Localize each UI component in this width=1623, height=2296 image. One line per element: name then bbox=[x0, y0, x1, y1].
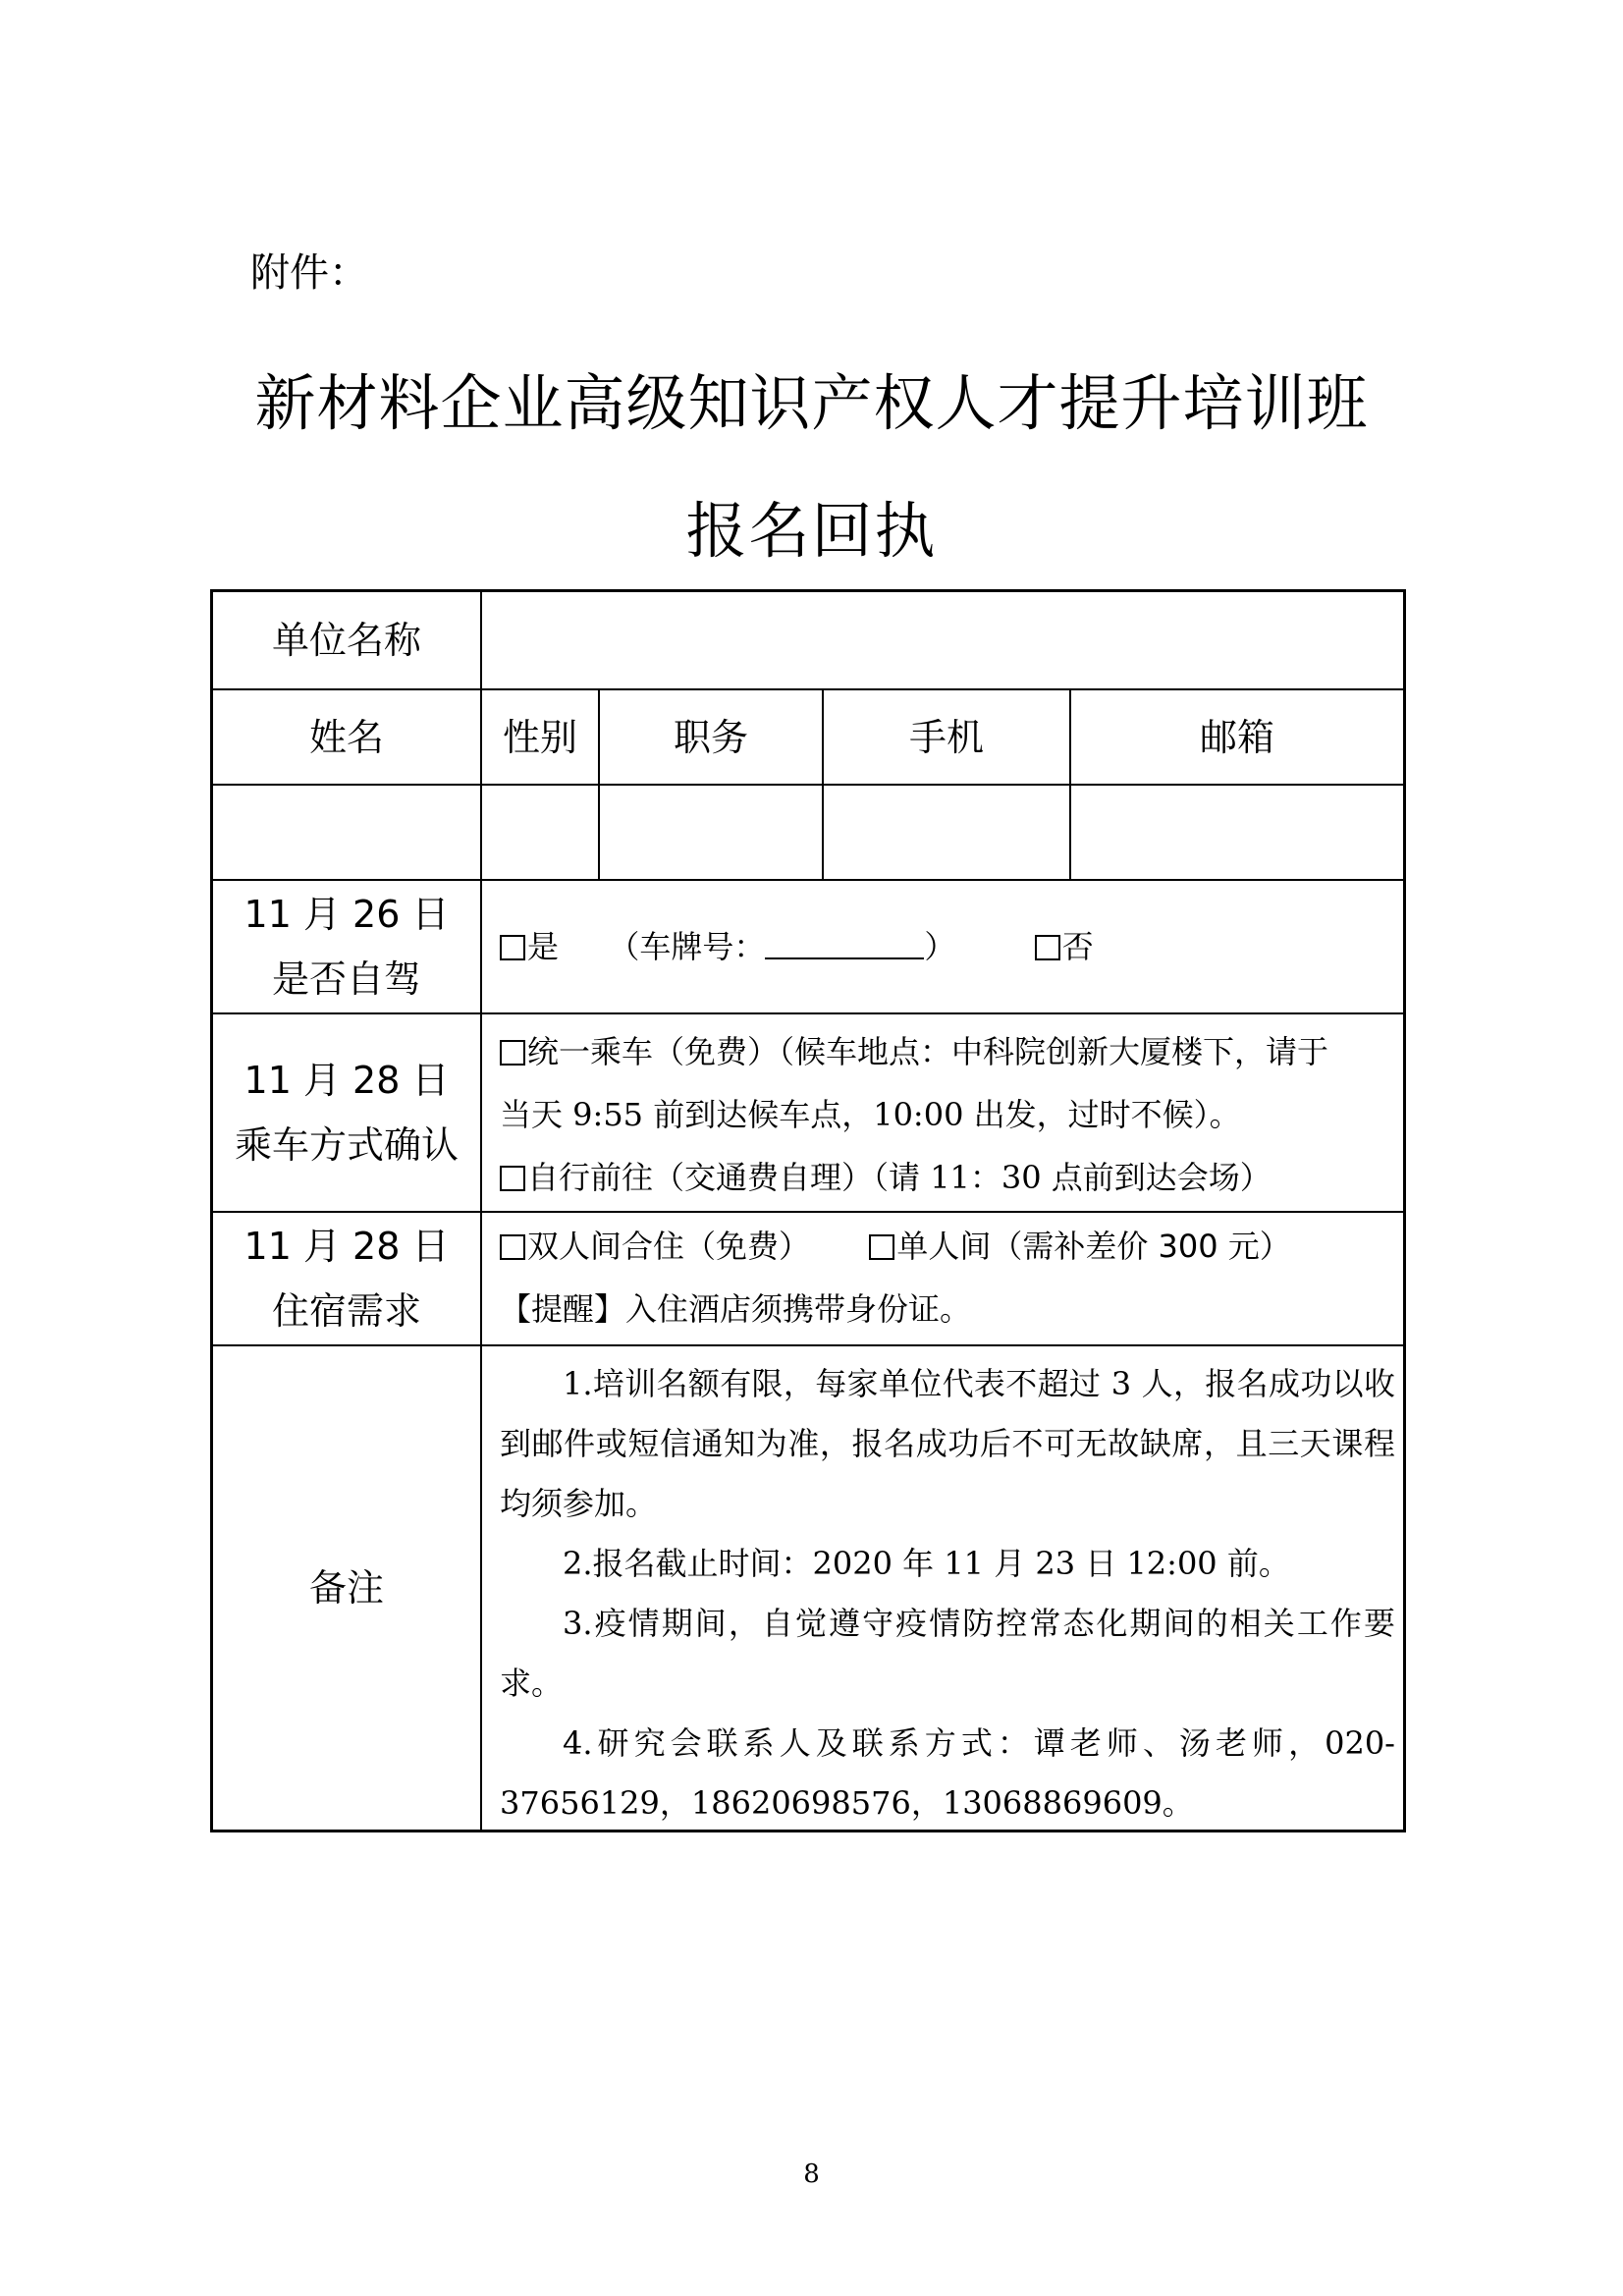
self-drive-label bbox=[213, 881, 480, 1012]
notes-content bbox=[500, 1354, 1395, 1826]
self-travel-detail: （请 11：30 点前到达会场） bbox=[873, 1159, 1271, 1196]
self-drive-question: 是否自驾 bbox=[271, 957, 421, 1001]
phone-field[interactable] bbox=[824, 786, 1069, 879]
email-field[interactable] bbox=[1071, 786, 1403, 879]
self-travel-label: 自行前往（交通费自理） bbox=[527, 1159, 874, 1196]
document-subtitle: 报名回执 bbox=[685, 495, 938, 567]
gender-column-header: 性别 bbox=[502, 715, 577, 759]
name-column-header: 姓名 bbox=[308, 715, 384, 759]
page-number: 8 bbox=[803, 2159, 820, 2189]
email-column-header: 邮箱 bbox=[1199, 715, 1274, 759]
notes-label: 备注 bbox=[308, 1566, 384, 1610]
unified-bus-label: 统一乘车（免费） bbox=[527, 1033, 780, 1070]
lodging-options bbox=[500, 1215, 1393, 1342]
note-2: 2.报名截止时间：2020 年 11 月 23 日 12:00 前。 bbox=[563, 1545, 1290, 1582]
plate-number-suffix: ） bbox=[924, 928, 956, 965]
single-room-checkbox[interactable] bbox=[869, 1234, 894, 1260]
double-room-checkbox[interactable] bbox=[500, 1234, 525, 1260]
note-1: 1.培训名额有限，每家单位代表不超过 3 人，报名成功以收到邮件或短信通知为准，报名成功后不可无故缺席，且三天课程均须参加。 bbox=[500, 1365, 1395, 1522]
single-room-label: 单人间（需补差价 300 元） bbox=[896, 1228, 1291, 1265]
unified-bus-detail: （候车地点：中科院创新大厦楼下，请于 bbox=[779, 1033, 1329, 1070]
self-drive-no-checkbox[interactable] bbox=[1035, 935, 1060, 960]
self-travel-checkbox[interactable] bbox=[500, 1166, 525, 1191]
transport-options bbox=[500, 1020, 1393, 1207]
self-drive-no-label: 否 bbox=[1061, 928, 1094, 965]
plate-number-prefix: （车牌号： bbox=[608, 928, 766, 965]
lodging-label bbox=[213, 1213, 480, 1344]
unit-name-label: 单位名称 bbox=[271, 619, 421, 662]
attachment-label: 附件： bbox=[250, 250, 368, 296]
transport-label bbox=[213, 1014, 480, 1211]
name-field[interactable] bbox=[213, 786, 480, 879]
unified-bus-detail-continued: 当天 9:55 前到达候车点，10:00 出发，过时不候）。 bbox=[500, 1096, 1241, 1133]
position-column-header: 职务 bbox=[673, 715, 748, 759]
plate-number-field[interactable] bbox=[765, 928, 924, 959]
lodging-date: 11 月 28 日 bbox=[243, 1225, 450, 1268]
unified-bus-checkbox[interactable] bbox=[500, 1040, 525, 1066]
self-drive-date: 11 月 26 日 bbox=[243, 893, 450, 936]
lodging-question: 住宿需求 bbox=[271, 1289, 421, 1333]
registration-form-table bbox=[210, 589, 1406, 1832]
document-title: 新材料企业高级知识产权人才提升培训班 bbox=[254, 367, 1369, 439]
unit-name-field[interactable] bbox=[482, 592, 1403, 688]
note-3: 3.疫情期间，自觉遵守疫情防控常态化期间的相关工作要求。 bbox=[500, 1605, 1395, 1702]
phone-column-header: 手机 bbox=[908, 715, 984, 759]
transport-date: 11 月 28 日 bbox=[243, 1059, 450, 1102]
lodging-reminder: 【提醒】入住酒店 bbox=[500, 1290, 752, 1328]
position-field[interactable] bbox=[600, 786, 822, 879]
self-drive-options bbox=[500, 881, 1393, 1012]
lodging-reminder-emphasis: 须携带身份证。 bbox=[751, 1290, 972, 1328]
transport-question: 乘车方式确认 bbox=[234, 1123, 459, 1167]
double-room-label: 双人间合住（免费） bbox=[527, 1228, 811, 1265]
note-4: 4.研究会联系人及联系方式：谭老师、汤老师，020-37656129，18620698576，13068869609。 bbox=[500, 1724, 1395, 1822]
self-drive-yes-checkbox[interactable] bbox=[500, 935, 525, 960]
gender-field[interactable] bbox=[482, 786, 598, 879]
self-drive-yes-label: 是 bbox=[527, 928, 560, 965]
